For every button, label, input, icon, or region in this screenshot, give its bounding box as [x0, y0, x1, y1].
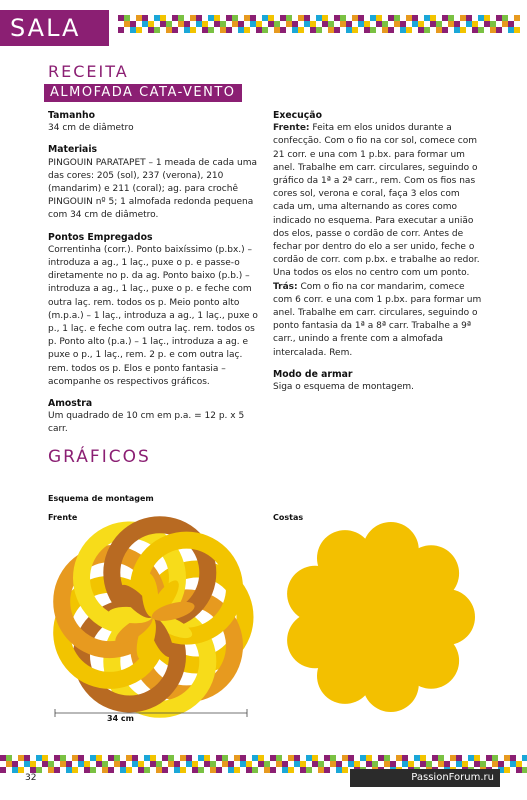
execucao-heading: Execução — [273, 110, 322, 121]
checker-square — [514, 27, 520, 33]
scallop-center — [307, 545, 451, 689]
tras-label: Trás: — [273, 281, 298, 292]
left-column — [48, 109, 258, 445]
amostra-heading: Amostra — [48, 398, 93, 410]
section-title: SALA — [0, 10, 109, 46]
graphics-subtitle: Esquema de montagem — [48, 494, 154, 503]
pontos-text: Correntinha (corr.). Ponto baixíssimo (p.bx.) – introduza a ag., 1 laç., puxe o p. e passe-o diretamente no p. da ag. Ponto baixo (p.b.) – introduza a ag., 1 laç., puxe o p. e feche com outra laç. rem. todos os p. Meio ponto alto (m.p.a.) – 1 laç., introduza a ag., 1 laç., puxe o p., 1 laç. e feche com outra laç. rem. todos os p. Ponto alto (p.a.) – 1 laç., introduza a ag. e puxe o p., 1 laç., rem. 2 p. e com outra laç. rem. todos os p. Elos e ponto fantasia – acompanhe os respectivos gráficos. — [48, 244, 258, 387]
watermark: PassionForum.ru — [350, 769, 500, 787]
checker-border-top — [118, 15, 520, 33]
materiais-heading: Materiais — [48, 144, 98, 156]
frente-label: Frente: — [273, 123, 310, 134]
right-column — [273, 109, 483, 402]
modo-text: Siga o esquema de montagem. — [273, 382, 415, 393]
tras-text: Com o fio na cor mandarim, comece com 6 corr. e una com 1 p.bx. para formar um anel. Trabalhe em carr. circulares, seguindo o ponto fantasia da 1ª a 8ª carr. Trabalhe a 9ª carr., unindo a frente com a almofada intercalada. Rem. — [273, 281, 482, 358]
recipe-title: ALMOFADA CATA-VENTO — [44, 84, 242, 102]
page-number: 32 — [25, 773, 37, 783]
amostra-text: Um quadrado de 10 cm em p.a. = 12 p. x 5 carr. — [48, 411, 245, 435]
back-label: Costas — [273, 513, 304, 522]
tamanho-text: 34 cm de diâmetro — [48, 123, 134, 134]
tamanho-heading: Tamanho — [48, 110, 96, 121]
pontos-heading: Pontos Empregados — [48, 231, 153, 243]
back-scalloped-diagram — [282, 520, 477, 715]
dimension-label: 34 cm — [107, 714, 134, 723]
frente-text: Feita em elos unidos durante a confecção. Com o fio na cor sol, comece com 21 corr. e una com 1 p.bx. para formar um anel. Trabalhe em carr. circulares, seguindo o gráfico da 1ª a 2ª carr., rem. Com os fios nas cores sol, verona e coral, faça 3 elos com cada um, uma alternando as cores como indicado no esquema. Para executar a união dos elos, passe o cordão de corr. Antes de fechar por dentro do elo a ser unido, feche o cordão de corr. com p.bx. e trabalhe ao redor. Una todos os elos no centro com um ponto. — [273, 123, 480, 279]
modo-heading: Modo de armar — [273, 368, 353, 380]
graphics-title: GRÁFICOS — [48, 447, 151, 467]
materiais-text: PINGOUIN PARATAPET – 1 meada de cada uma das cores: 205 (sol), 237 (verona), 210 (mandarim) e 211 (coral); ag. para crochê PINGOUIN nº 5; 1 almofada redonda pequena com 34 cm de diâmetro. — [48, 157, 257, 221]
front-pinwheel-diagram — [40, 515, 265, 730]
front-label: Frente — [48, 513, 78, 522]
checker-square — [522, 767, 527, 773]
tras-paragraph — [273, 281, 483, 360]
recipe-kicker: RECEITA — [48, 62, 129, 81]
frente-paragraph — [273, 122, 483, 280]
